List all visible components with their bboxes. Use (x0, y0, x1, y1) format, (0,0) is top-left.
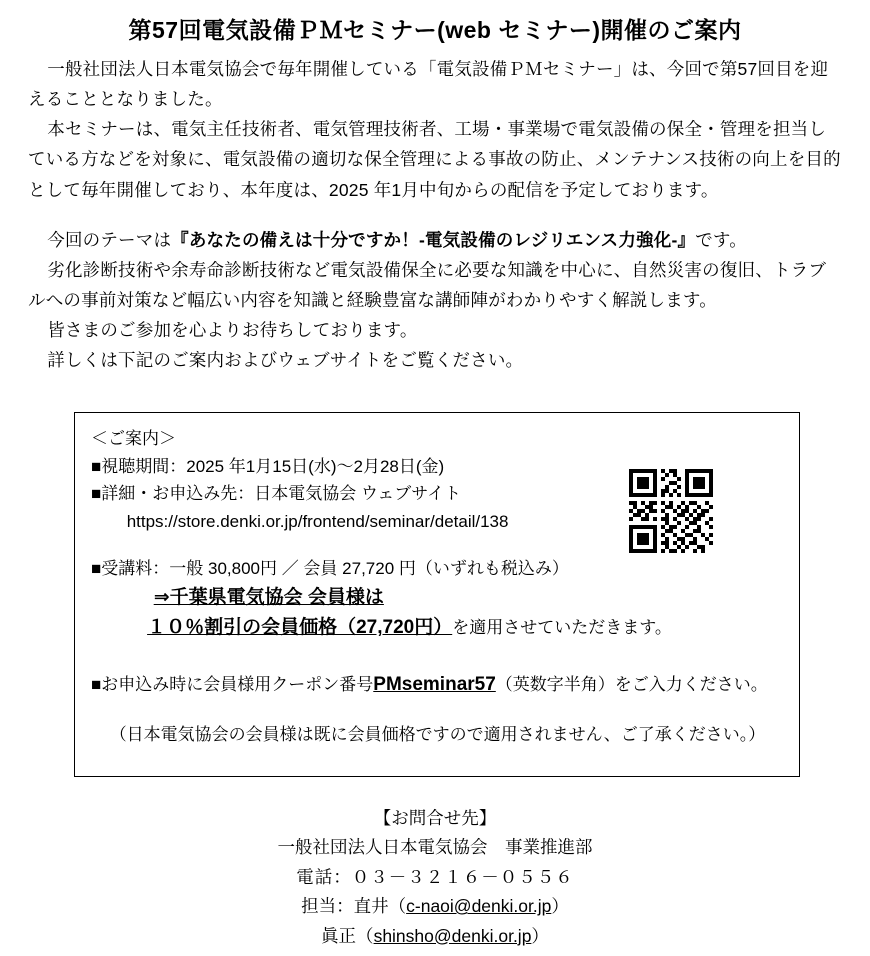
fee-line: ■受講料：一般 30,800円 ／ 会員 27,720 円（いずれも税込み） (91, 559, 569, 579)
coupon-line (91, 670, 783, 701)
info-heading: ＜ご案内＞ (91, 429, 176, 448)
seminar-url[interactable]: https://store.denki.or.jp/frontend/seminar/detail/138 (126, 511, 509, 531)
document-page (0, 14, 870, 956)
coupon-note: （日本電気協会の会員様は既に会員価格ですので適用されません、ご了承ください。） (109, 724, 766, 744)
member-line-1: ⇒千葉県電気協会 会員様は (153, 586, 384, 608)
theme-line (28, 225, 842, 255)
member-line-2 (91, 613, 783, 644)
contact-org: 一般社団法人日本電気協会 事業推進部 (277, 837, 593, 858)
intro-section (28, 46, 842, 375)
page-title: 第57回電気設備ＰＭセミナー(web セミナー)開催のご案内 (128, 17, 742, 43)
theme-suffix: です。 (695, 229, 747, 250)
contact-person-2-close: ） (531, 925, 549, 946)
paragraph-4: 皆さまのご参加を心よりお待ちしております。 (47, 320, 418, 341)
coupon-suffix: （英数字半角）をご入力ください。 (495, 675, 768, 695)
contact-section (0, 804, 870, 951)
paragraph-5: 詳しくは下記のご案内およびウェブサイトをご覧ください。 (47, 350, 524, 371)
contact-person-1 (0, 892, 870, 921)
coupon-prefix: ■お申込み時に会員様用クーポン番号 (91, 675, 374, 695)
viewing-period: ■視聴期間：2025 年1月15日(水)～2月28日(金) (91, 456, 445, 476)
paragraph-1: 一般社団法人日本電気協会で毎年開催している「電気設備ＰＭセミナー」は、今回で第57回目を迎えることとなりました。 (28, 59, 829, 110)
coupon-code: PMseminar57 (373, 674, 496, 696)
paragraph-3: 劣化診断技術や余寿命診断技術など電気設備保全に必要な知識を中心に、自然災害の復旧、トラブルへの事前対策など幅広い内容を知識と経験豊富な講師陣がわかりやすく解説します。 (28, 259, 827, 310)
member-discount-rest: を適用させていただきます。 (452, 618, 672, 638)
contact-person-1-close: ） (551, 896, 569, 917)
contact-person-1-label: 担当：直井（ (301, 896, 407, 917)
theme-prefix: 今回のテーマは (47, 229, 172, 250)
contact-person-1-email[interactable]: c-naoi@denki.or.jp (406, 896, 552, 917)
theme-title: 『あなたの備えは十分ですか！-電気設備のレジリエンス力強化-』 (171, 229, 696, 250)
info-box (74, 412, 800, 777)
detail-application: ■詳細・お申込み先：日本電気協会 ウェブサイト (91, 484, 462, 504)
contact-tel: 電話：０３－３２１６－０５５６ (296, 866, 574, 887)
contact-heading: 【お問合せ先】 (373, 808, 497, 828)
contact-person-2-label: 眞正（ (321, 925, 374, 946)
qr-code-icon (629, 469, 713, 553)
contact-person-2 (0, 922, 870, 951)
contact-person-2-email[interactable]: shinsho@denki.or.jp (373, 925, 532, 946)
member-discount-price: １０％割引の会員価格（27,720円） (147, 617, 453, 639)
paragraph-2: 本セミナーは、電気主任技術者、電気管理技術者、工場・事業場で電気設備の保全・管理を担当している方などを対象に、電気設備の適切な保全管理による事故の防止、メンテナンス技術の向上を目的として毎年開催しており、本年度は、2025 年1月中旬からの配信を予定しております。 (28, 119, 841, 200)
